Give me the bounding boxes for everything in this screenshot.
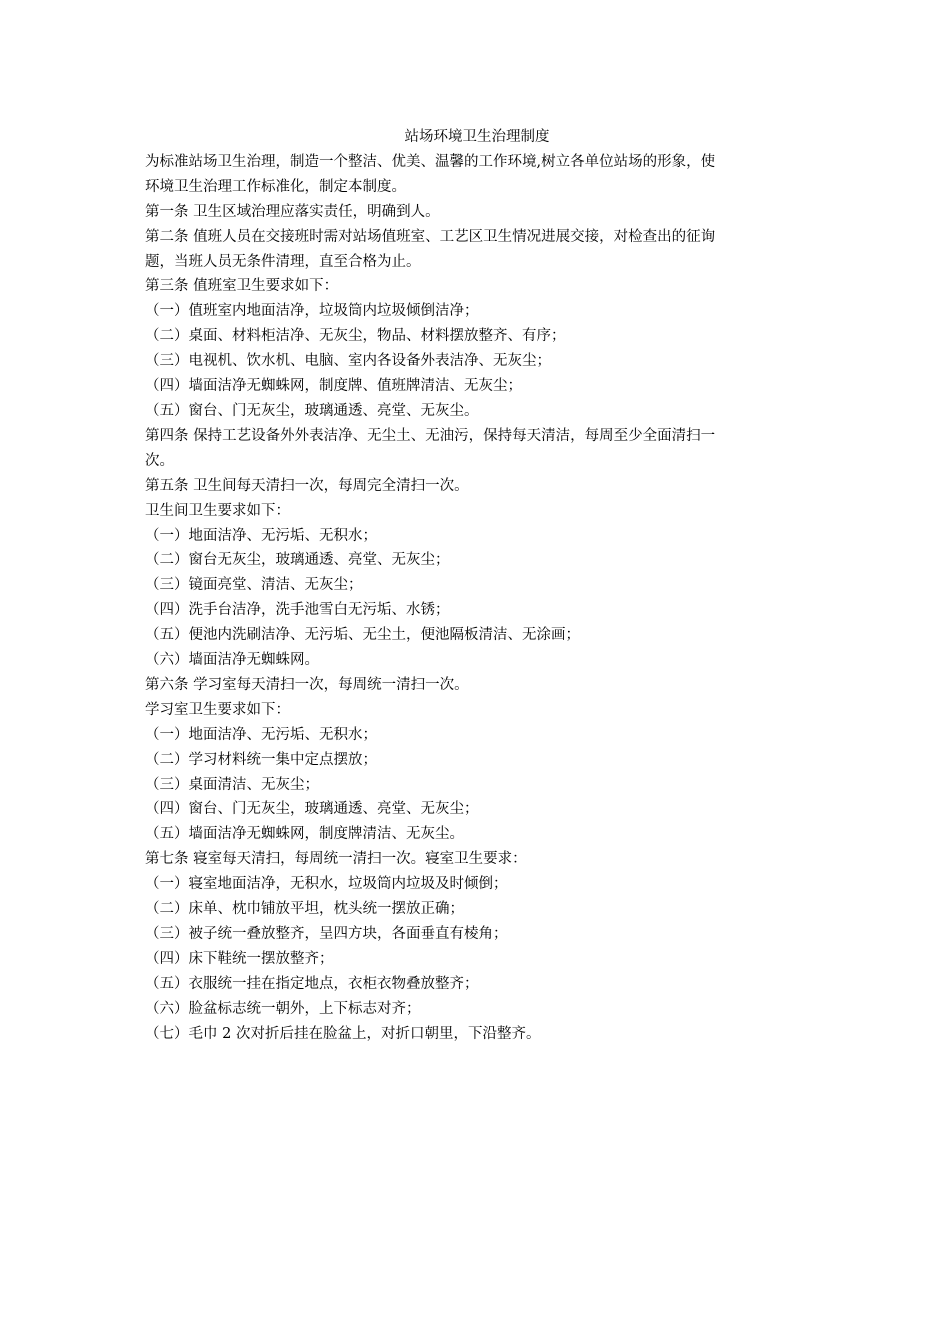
document-line: 次。 xyxy=(145,452,174,469)
document-line: （四）床下鞋统一摆放整齐； xyxy=(145,950,334,967)
document-line: 第五条 卫生间每天清扫一次，每周完全清扫一次。 xyxy=(145,477,469,494)
document-line: 第六条 学习室每天清扫一次，每周统一清扫一次。 xyxy=(145,676,469,693)
document-line: （四）洗手台洁净，洗手池雪白无污垢、水锈； xyxy=(145,602,450,619)
document-line: 第二条 值班人员在交接班时需对站场值班室、工艺区卫生情况进展交接，对检查出的征询 xyxy=(145,228,716,245)
document-line: （四）墙面洁净无蜘蛛网，制度牌、值班牌清洁、无灰尘； xyxy=(145,378,522,395)
document-line: 环境卫生治理工作标准化，制定本制度。 xyxy=(145,178,406,195)
document-line: （四）窗台、门无灰尘，玻璃通透、亮堂、无灰尘； xyxy=(145,801,479,818)
document-line: （一）地面洁净、无污垢、无积水； xyxy=(145,726,377,743)
document-line: （五）衣服统一挂在指定地点，衣柜衣物叠放整齐； xyxy=(145,975,479,992)
document-line: 第一条 卫生区域治理应落实责任，明确到人。 xyxy=(145,203,440,220)
document-line: （三）被子统一叠放整齐，呈四方块，各面垂直有棱角； xyxy=(145,926,508,942)
document-line: （五）窗台、门无灰尘，玻璃通透、亮堂、无灰尘。 xyxy=(145,402,479,419)
document-line: （二）学习材料统一集中定点摆放； xyxy=(145,751,377,768)
document-title: 站场环境卫生治理制度 xyxy=(404,129,550,145)
document-line: （五）便池内洗刷洁净、无污垢、无尘土，便池隔板清洁、无涂画； xyxy=(145,627,580,644)
document-line: （二）床单、枕巾铺放平坦，枕头统一摆放正确； xyxy=(145,901,464,918)
document-line: 卫生间卫生要求如下： xyxy=(145,502,290,519)
document-line: （二）窗台无灰尘，玻璃通透、亮堂、无灰尘； xyxy=(145,552,450,569)
document-line: 第三条 值班室卫生要求如下： xyxy=(145,278,339,295)
document-body xyxy=(145,150,809,1047)
document-line: （一）地面洁净、无污垢、无积水； xyxy=(145,527,377,544)
document-line: （一）值班室内地面洁净，垃圾筒内垃圾倾倒洁净； xyxy=(145,303,479,320)
document-line: 为标准站场卫生治理，制造一个整洁、优美、温馨的工作环境,树立各单位站场的形象，使 xyxy=(145,153,716,170)
document-line: （三）电视机、饮水机、电脑、室内各设备外表洁净、无灰尘； xyxy=(145,353,551,370)
document-line: （三）镜面亮堂、清洁、无灰尘； xyxy=(145,577,363,594)
document-line: 题，当班人员无条件清理，直至合格为止。 xyxy=(145,253,421,270)
document-line: （五）墙面洁净无蜘蛛网，制度牌清洁、无灰尘。 xyxy=(145,826,464,843)
document-line: 第七条 寝室每天清扫，每周统一清扫一次。寝室卫生要求： xyxy=(145,851,527,868)
document-line: （二）桌面、材料柜洁净、无灰尘，物品、材料摆放整齐、有序； xyxy=(145,328,566,345)
document-page xyxy=(145,125,809,1047)
document-line: （一）寝室地面洁净，无积水，垃圾筒内垃圾及时倾倒； xyxy=(145,876,508,893)
document-line: （六）脸盆标志统一朝外，上下标志对齐； xyxy=(145,1000,421,1017)
document-line: （七）毛巾 2 次对折后挂在脸盆上，对折口朝里，下沿整齐。 xyxy=(145,1025,541,1042)
document-line: 学习室卫生要求如下： xyxy=(145,701,290,718)
document-line: 第四条 保持工艺设备外外表洁净、无尘土、无油污，保持每天清洁，每周至少全面清扫一 xyxy=(145,427,716,444)
document-line: （六）墙面洁净无蜘蛛网。 xyxy=(145,652,319,669)
document-line: （三）桌面清洁、无灰尘； xyxy=(145,776,319,793)
